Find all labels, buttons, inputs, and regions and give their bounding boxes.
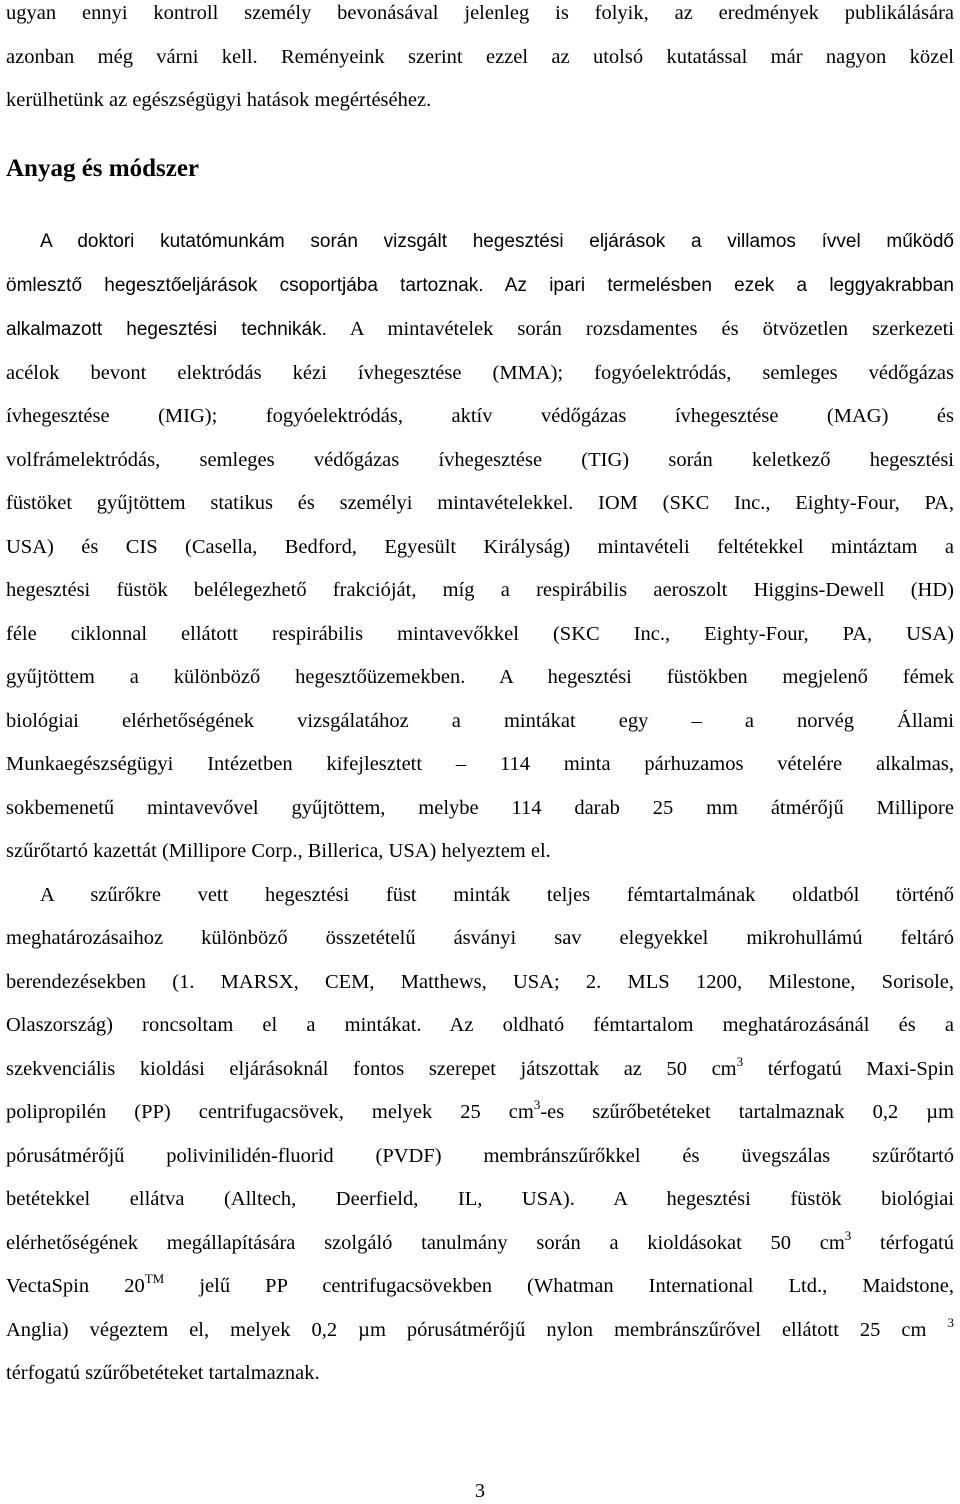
superscript: 3 xyxy=(844,1228,852,1243)
text-line: azonban még várni kell. Reményeink szerint ezzel az utolsó kutatással már nagyon közel xyxy=(6,46,954,68)
text-line: A doktori kutatómunkám során vizsgált hegesztési eljárások a villamos ívvel működő xyxy=(40,231,954,252)
text-line: gyűjtöttem a különböző hegesztőüzemekben. A hegesztési füstökben megjelenő fémek xyxy=(6,666,954,688)
text-line: meghatározásaihoz különböző összetételű ásványi sav elegyekkel mikrohullámú feltáró xyxy=(6,927,954,949)
text-line: biológiai elérhetőségének vizsgálatához a mintákat egy – a norvég Állami xyxy=(6,710,954,732)
text-line: berendezésekben (1. MARSX, CEM, Matthews, USA; 2. MLS 1200, Milestone, Sorisole, xyxy=(6,971,954,993)
text-line: térfogatú szűrőbetéteket tartalmaznak. xyxy=(6,1362,320,1384)
text-segment: Anglia) végeztem el, melyek 0,2 µm pórusátmérőjű nylon membránszűrővel ellátott 25 cm xyxy=(6,1319,927,1341)
text-segment: -es szűrőbetéteket tartalmaznak 0,2 µm xyxy=(540,1101,954,1123)
text-line: hegesztési füstök belélegezhető frakcióját, míg a respirábilis aeroszolt Higgins-Dewell (HD) xyxy=(6,579,954,601)
text-line: A szűrőkre vett hegesztési füst minták teljes fémtartalmának oldatból történő xyxy=(40,884,954,906)
text-line: pórusátmérőjű polivinilidén-fluorid (PVDF) membránszűrőkkel és üvegszálas szűrőtartó xyxy=(6,1145,954,1167)
text-line: ugyan ennyi kontroll személy bevonásával jelenleg is folyik, az eredmények publikálására xyxy=(6,2,954,24)
superscript: 3 xyxy=(736,1054,744,1069)
text-line: ömlesztő hegesztőeljárások csoportjába tartoznak. Az ipari termelésben ezek a leggyakrabban xyxy=(6,275,954,296)
text-line: füstöket gyűjtöttem statikus és személyi mintavételekkel. IOM (SKC Inc., Eighty-Four, PA, xyxy=(6,492,954,514)
text-line: Olaszország) roncsoltam el a mintákat. Az oldható fémtartalom meghatározásánál és a xyxy=(6,1014,954,1036)
text-line: Munkaegészségügyi Intézetben kifejlesztett – 114 minta párhuzamos vételére alkalmas, xyxy=(6,753,954,775)
text-line: acélok bevont elektródás kézi ívhegesztése (MMA); fogyóelektródás, semleges védőgázas xyxy=(6,362,954,384)
text-segment: VectaSpin 20 xyxy=(6,1275,145,1297)
text-line: kerülhetünk az egészségügyi hatások megértéséhez. xyxy=(6,89,432,111)
superscript: 3 xyxy=(947,1315,955,1330)
trademark-superscript: TM xyxy=(144,1271,165,1286)
text-segment: alkalmazott hegesztési technikák. xyxy=(6,319,327,340)
text-line: volfrámelektródás, semleges védőgázas ívhegesztése (TIG) során keletkező hegesztési xyxy=(6,449,954,471)
text-line xyxy=(6,1056,954,1082)
text-segment: elérhetőségének megállapítására szolgáló tanulmány során a kioldásokat 50 cm xyxy=(6,1232,845,1254)
text-segment: polipropilén (PP) centrifugacsövek, melyek 25 cm xyxy=(6,1101,534,1123)
page-number: 3 xyxy=(475,1480,485,1502)
text-segment: térfogatú Maxi-Spin xyxy=(743,1058,954,1080)
text-segment: szekvenciális kioldási eljárásoknál fontos szerepet játszottak az 50 cm xyxy=(6,1058,737,1080)
text-line: ívhegesztése (MIG); fogyóelektródás, aktív védőgázas ívhegesztése (MAG) és xyxy=(6,405,954,427)
text-line: betétekkel ellátva (Alltech, Deerfield, IL, USA). A hegesztési füstök biológiai xyxy=(6,1188,954,1210)
section-heading: Anyag és módszer xyxy=(6,155,200,182)
text-segment: jelű PP centrifugacsövekben (Whatman International Ltd., Maidstone, xyxy=(164,1275,955,1297)
text-line xyxy=(6,1317,954,1343)
text-segment: A mintavételek során rozsdamentes és ötvözetlen szerkezeti xyxy=(349,318,954,340)
text-line: USA) és CIS (Casella, Bedford, Egyesült Királyság) mintavételi feltétekkel mintáztam a xyxy=(6,536,954,558)
text-line xyxy=(6,316,954,343)
text-line xyxy=(6,1099,954,1125)
text-line: féle ciklonnal ellátott respirábilis mintavevőkkel (SKC Inc., Eighty-Four, PA, USA) xyxy=(6,623,954,645)
text-line: szűrőtartó kazettát (Millipore Corp., Billerica, USA) helyeztem el. xyxy=(6,840,551,862)
text-line xyxy=(6,1273,954,1299)
text-line xyxy=(6,1230,954,1256)
text-segment: térfogatú xyxy=(851,1232,955,1254)
text-line: sokbemenetű mintavevővel gyűjtöttem, melybe 114 darab 25 mm átmérőjű Millipore xyxy=(6,797,954,819)
superscript: 3 xyxy=(533,1097,541,1112)
